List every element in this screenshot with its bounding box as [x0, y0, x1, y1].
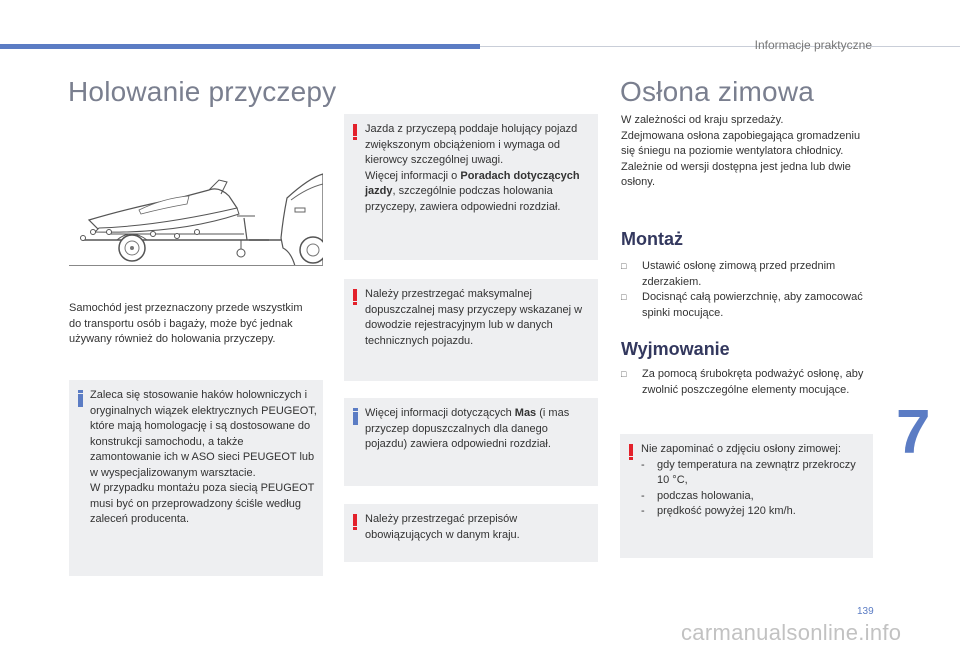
list-item: - gdy temperatura na zewnątrz przekroczy 10 °C, — [641, 458, 856, 486]
towing-intro-text: Samochód jest przeznaczony przede wszystkim do transportu osób i bagaży, może być jednak używany również do holowania przyczepy. — [69, 302, 303, 345]
trailer-illustration — [69, 168, 323, 266]
checkbox-bullet-icon: □ — [621, 369, 627, 379]
info-text-outside-network: W przypadku montażu poza siecią PEUGEOT musi być on przeprowadzony ściśle według zaleceń producenta. — [90, 482, 315, 525]
page-number: 139 — [857, 606, 874, 617]
intro-versions: Zależnie od wersji dostępna jest jedna lub dwie osłony. — [621, 160, 851, 188]
info-box-tow-hooks — [69, 380, 323, 576]
info-text-masses-rest: (i mas przyczep dopuszczalnych dla danego pojazdu) zawiera odpowiedni rozdział. — [365, 407, 570, 450]
heading-removal: Wyjmowanie — [621, 339, 730, 359]
warning-winter-lead: Nie zapominać o zdjęciu osłony zimowej: — [641, 443, 841, 455]
info-icon — [78, 390, 83, 407]
info-icon — [353, 408, 358, 425]
fitting-steps — [621, 259, 877, 321]
info-text-masses-lead: Więcej informacji dotyczących — [365, 407, 515, 419]
header-accent-bar — [0, 44, 480, 49]
info-box-masses — [344, 398, 598, 486]
warning-text-more-info: Więcej informacji o — [365, 169, 461, 182]
exclamation-icon — [353, 124, 357, 140]
masses-reference: Mas — [514, 407, 537, 419]
list-item: - prędkość powyżej 120 km/h. — [641, 505, 796, 517]
title-trailer-towing: Holowanie przyczepy — [68, 76, 337, 107]
warning-box-regulations — [344, 504, 598, 562]
list-item: - podczas holowania, — [641, 489, 754, 502]
exclamation-icon — [353, 289, 357, 305]
header-rule — [480, 46, 960, 47]
exclamation-icon — [353, 514, 357, 530]
warning-box-driving — [344, 114, 598, 260]
checkbox-bullet-icon: □ — [621, 292, 627, 302]
warning-text-load: Jazda z przyczepą poddaje holujący pojazd zwiększonym obciążeniom i wymaga od kierowcy szczególnej uwagi. — [365, 123, 578, 166]
warning-text-regulations: Należy przestrzegać przepisów obowiązujących w danym kraju. — [365, 513, 520, 541]
exclamation-icon — [629, 444, 633, 460]
warning-box-max-weight — [344, 279, 598, 381]
title-winter-screen: Osłona zimowa — [620, 76, 815, 107]
list-item: □ Docisnąć całą powierzchnię, aby zamocować spinki mocujące. — [621, 290, 877, 321]
warning-box-winter-screen — [620, 434, 873, 558]
warning-text-chapter: , szczególnie podczas holowania przyczepy, zawiera odpowiedni rozdział. — [365, 185, 561, 213]
intro-country: W zależności od kraju sprzedaży. — [621, 114, 784, 126]
heading-fitting: Montaż — [621, 229, 683, 249]
watermark: carmanualsonline.info — [681, 620, 902, 645]
list-item: □ Za pomocą śrubokręta podważyć osłonę, aby zwolnić poszczególne elementy mocujące. — [621, 367, 877, 398]
winter-screen-intro — [621, 113, 877, 191]
section-title: Informacje praktyczne — [754, 38, 872, 52]
chapter-number: 7 — [896, 398, 931, 467]
info-text-recommendation: Zaleca się stosowanie haków holowniczych i oryginalnych wiązek elektrycznych PEUGEOT, które mają homologację i są dostosowane do konstrukcji samochodu, a także zamontowanie ich w ASO sieci PEUGEOT lub w wyspecjalizowanym warsztacie. — [90, 389, 317, 479]
illustration-baseline — [69, 265, 323, 266]
list-item: □ Ustawić osłonę zimową przed przednim zderzakiem. — [621, 259, 877, 290]
intro-description: Zdejmowana osłona zapobiegająca gromadzeniu się śniegu na poziomie wentylatora chłodnicy. — [621, 129, 861, 157]
removal-steps — [621, 367, 877, 398]
driving-advice-reference: Poradach dotyczących jazdy — [365, 169, 580, 197]
checkbox-bullet-icon: □ — [621, 261, 627, 271]
warning-text-max-weight: Należy przestrzegać maksymalnej dopuszczalnej masy przyczepy wskazanej w dowodzie rejestracyjnym lub w danych technicznych pojazdu. — [365, 288, 583, 347]
